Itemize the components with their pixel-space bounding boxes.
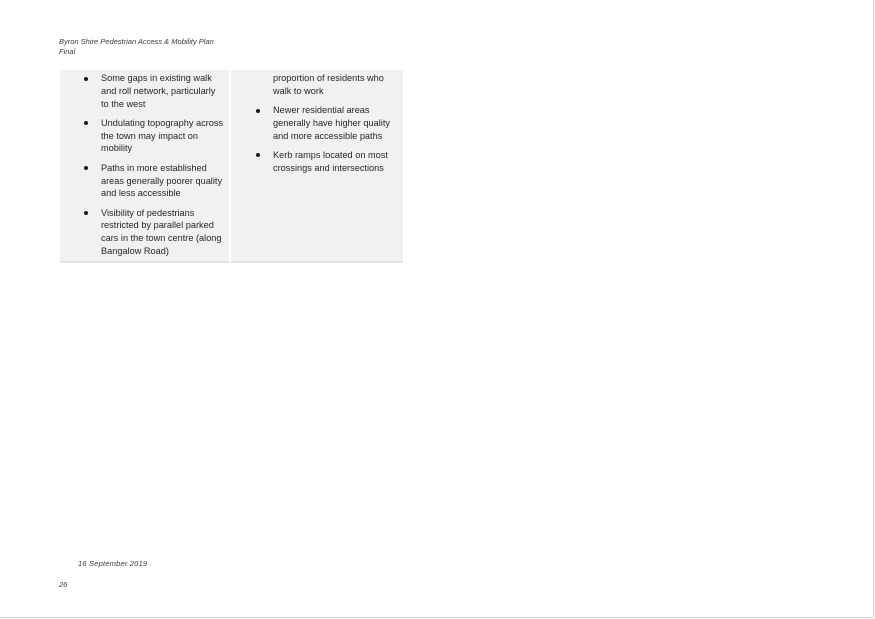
list-item (101, 162, 225, 200)
page-number: 26 (59, 580, 68, 589)
document-title: Byron Shire Pedestrian Access & Mobility Plan (59, 37, 214, 46)
list-item (101, 117, 225, 155)
bullet-icon (256, 109, 260, 113)
list-item (101, 207, 225, 258)
list-item-text: Visibility of pedestrians restricted by parallel parked cars in the town centre (along Bangalow Road) (101, 207, 222, 257)
bullet-icon (84, 77, 88, 81)
document-header (59, 37, 214, 57)
constraints-opportunities-table (60, 70, 403, 263)
bullet-icon (84, 166, 88, 170)
list-item-text: Some gaps in existing walk and roll network, particularly to the west (101, 73, 216, 109)
constraints-list (101, 72, 225, 258)
constraints-cell (60, 70, 229, 263)
bullet-icon (84, 121, 88, 125)
continued-text: proportion of residents who walk to work (273, 73, 384, 96)
opportunities-cell (231, 70, 403, 263)
bullet-icon (256, 153, 260, 157)
bullet-icon (84, 211, 88, 215)
list-item (101, 72, 225, 110)
list-item (273, 104, 399, 142)
document-status: Final (59, 47, 76, 56)
footer-date: 16 September 2019 (78, 559, 148, 568)
list-item-text: Undulating topography across the town may impact on mobility (101, 117, 224, 154)
opportunities-list (273, 104, 399, 174)
list-item-text: Kerb ramps located on most crossings and intersections (273, 149, 388, 173)
list-item-text: Newer residential areas generally have higher quality and more accessible paths (273, 105, 390, 141)
list-item (273, 149, 399, 175)
list-item-text: Paths in more established areas generally poorer quality and less accessible (101, 162, 223, 199)
